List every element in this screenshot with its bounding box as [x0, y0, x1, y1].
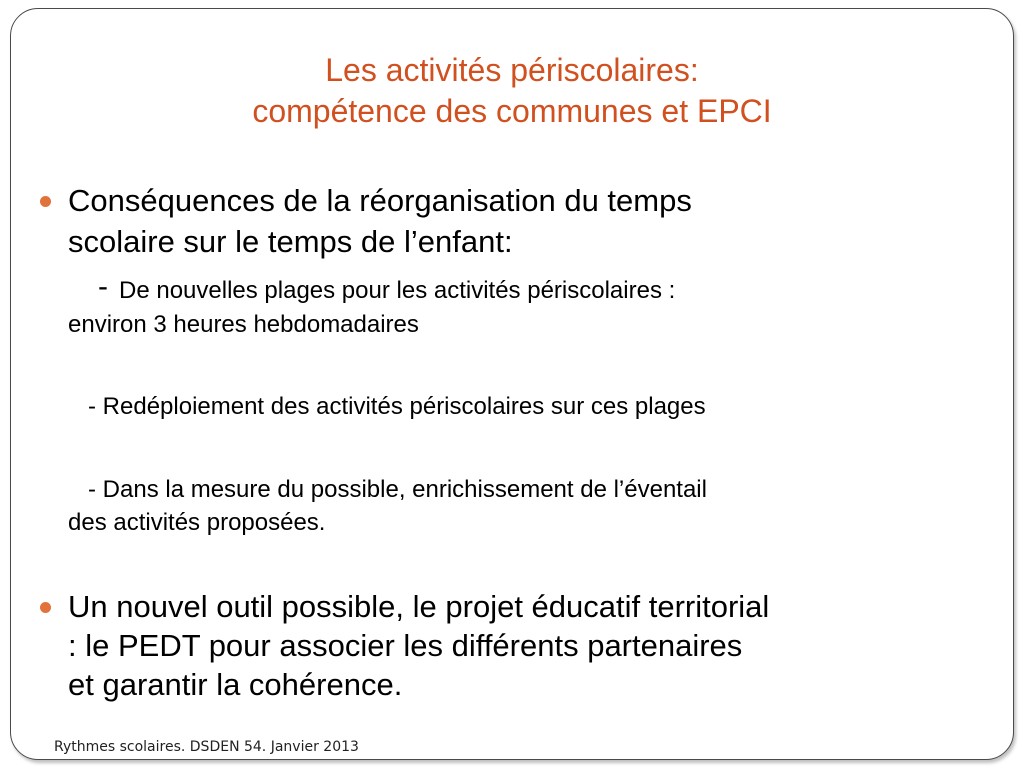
bullet-dot-icon — [40, 196, 51, 207]
bullet-2-line-2: : le PEDT pour associer les différents partenaires — [68, 628, 743, 663]
bullet-dot-icon — [40, 602, 51, 613]
subitem-3-line-2: des activités proposées. — [68, 509, 326, 536]
subitem-1-dash: - — [98, 270, 108, 303]
bullet-2-line-3: et garantir la cohérence. — [68, 667, 403, 702]
title-line-2: compétence des communes et EPCI — [252, 93, 772, 129]
subitem-1-line-2: environ 3 heures hebdomadaires — [68, 311, 419, 338]
slide-footer: Rythmes scolaires. DSDEN 54. Janvier 2013 — [54, 739, 359, 755]
title-line-1: Les activités périscolaires: — [325, 52, 699, 88]
subitem-1-line-1: De nouvelles plages pour les activités périscolaires : — [119, 277, 676, 304]
subitem-2-line-1: - Redéploiement des activités périscolaires sur ces plages — [88, 393, 706, 420]
bullet-1-line-2: scolaire sur le temps de l’enfant: — [68, 224, 513, 259]
bullet-1-line-1: Conséquences de la réorganisation du temps — [68, 183, 692, 218]
subitem-3-line-1: - Dans la mesure du possible, enrichissement de l’éventail — [88, 476, 707, 503]
bullet-2-line-1: Un nouvel outil possible, le projet éducatif territorial — [68, 589, 770, 624]
